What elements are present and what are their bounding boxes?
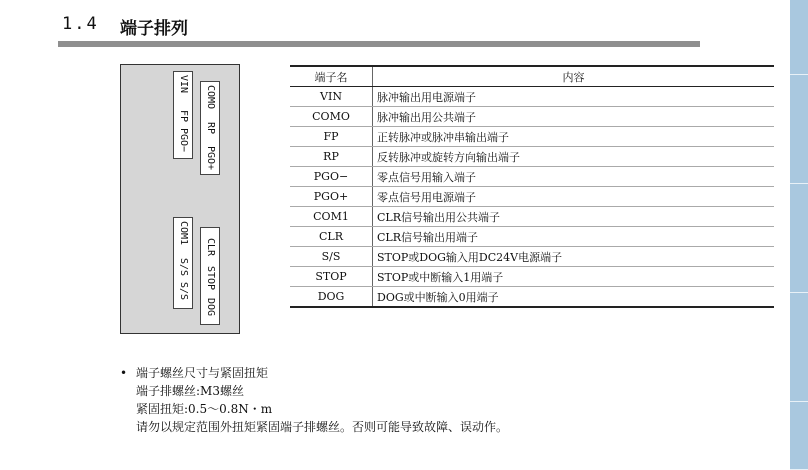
terminal-name-cell: S/S xyxy=(290,247,373,267)
table-row xyxy=(290,287,774,308)
terminal-content-cell: 反转脉冲或旋转方向输出端子 xyxy=(373,147,775,167)
terminal-name-cell: PGO− xyxy=(290,167,373,187)
sidebar-tab[interactable] xyxy=(790,184,808,293)
table-row xyxy=(290,147,774,167)
notes-heading: 端子螺丝尺寸与紧固扭矩 xyxy=(136,366,269,380)
terminal-label: S/S xyxy=(178,282,189,301)
terminal-table xyxy=(290,65,774,308)
terminal-content-cell: 脉冲输出用电源端子 xyxy=(373,87,775,107)
table-row xyxy=(290,127,774,147)
table-row xyxy=(290,227,774,247)
column-header-terminal: 端子名 xyxy=(290,66,373,87)
terminal-content-cell: CLR信号输出用公共端子 xyxy=(373,207,775,227)
terminal-content-cell: 正转脉冲或脉冲串输出端子 xyxy=(373,127,775,147)
warning-text: 请勿以规定范围外扭矩紧固端子排螺丝。否则可能导致故障、误动作。 xyxy=(136,420,509,434)
screw-spec: 端子排螺丝:M3螺丝 xyxy=(136,384,244,398)
sidebar-tab[interactable] xyxy=(790,0,808,75)
section-number: 1.4 xyxy=(62,14,99,34)
table-row xyxy=(290,247,774,267)
terminal-block-upper-right xyxy=(200,81,220,175)
terminal-block-upper-left xyxy=(173,71,193,159)
terminal-label: CLR xyxy=(205,238,216,257)
table-row xyxy=(290,87,774,107)
terminal-name-cell: RP xyxy=(290,147,373,167)
terminal-label: RP xyxy=(205,122,216,135)
terminal-name-cell: COMO xyxy=(290,107,373,127)
terminal-name-cell: FP xyxy=(290,127,373,147)
terminal-label: COM1 xyxy=(178,221,189,246)
terminal-label: S/S xyxy=(178,258,189,277)
terminal-label: PGO+ xyxy=(205,146,216,171)
sidebar-tab[interactable] xyxy=(790,293,808,402)
terminal-label: STOP xyxy=(205,266,216,291)
terminal-label: VIN xyxy=(178,75,189,94)
table-row xyxy=(290,187,774,207)
terminal-content-cell: STOP或中断输入1用端子 xyxy=(373,267,775,287)
terminal-name-cell: COM1 xyxy=(290,207,373,227)
table-row xyxy=(290,167,774,187)
terminal-content-cell: 零点信号用输入端子 xyxy=(373,167,775,187)
terminal-block-lower-right xyxy=(200,227,220,325)
section-title: 端子排列 xyxy=(120,19,188,39)
table-row xyxy=(290,107,774,127)
terminal-content-cell: CLR信号输出用端子 xyxy=(373,227,775,247)
table-row xyxy=(290,207,774,227)
terminal-label: FP xyxy=(178,110,189,123)
terminal-content-cell: 零点信号用电源端子 xyxy=(373,187,775,207)
terminal-name-cell: DOG xyxy=(290,287,373,308)
title-underline xyxy=(58,41,700,47)
table-header-row xyxy=(290,66,774,87)
sidebar-tab[interactable] xyxy=(790,75,808,184)
terminal-content-cell: 脉冲输出用公共端子 xyxy=(373,107,775,127)
sidebar-tab[interactable] xyxy=(790,402,808,470)
terminal-content-cell: STOP或DOG输入用DC24V电源端子 xyxy=(373,247,775,267)
column-header-content: 内容 xyxy=(373,66,775,87)
terminal-label: PGO− xyxy=(178,128,189,153)
torque-spec: 紧固扭矩:0.5～0.8N・m xyxy=(136,402,273,416)
table-row xyxy=(290,267,774,287)
right-sidebar xyxy=(790,0,808,469)
terminal-name-cell: STOP xyxy=(290,267,373,287)
terminal-name-cell: VIN xyxy=(290,87,373,107)
terminal-name-cell: CLR xyxy=(290,227,373,247)
terminal-label: COMO xyxy=(205,85,216,110)
terminal-name-cell: PGO+ xyxy=(290,187,373,207)
terminal-label: DOG xyxy=(205,298,216,317)
terminal-layout-diagram xyxy=(120,64,240,334)
bullet-dot: • xyxy=(120,366,128,380)
terminal-block-lower-left xyxy=(173,217,193,309)
terminal-content-cell: DOG或中断输入0用端子 xyxy=(377,290,499,304)
